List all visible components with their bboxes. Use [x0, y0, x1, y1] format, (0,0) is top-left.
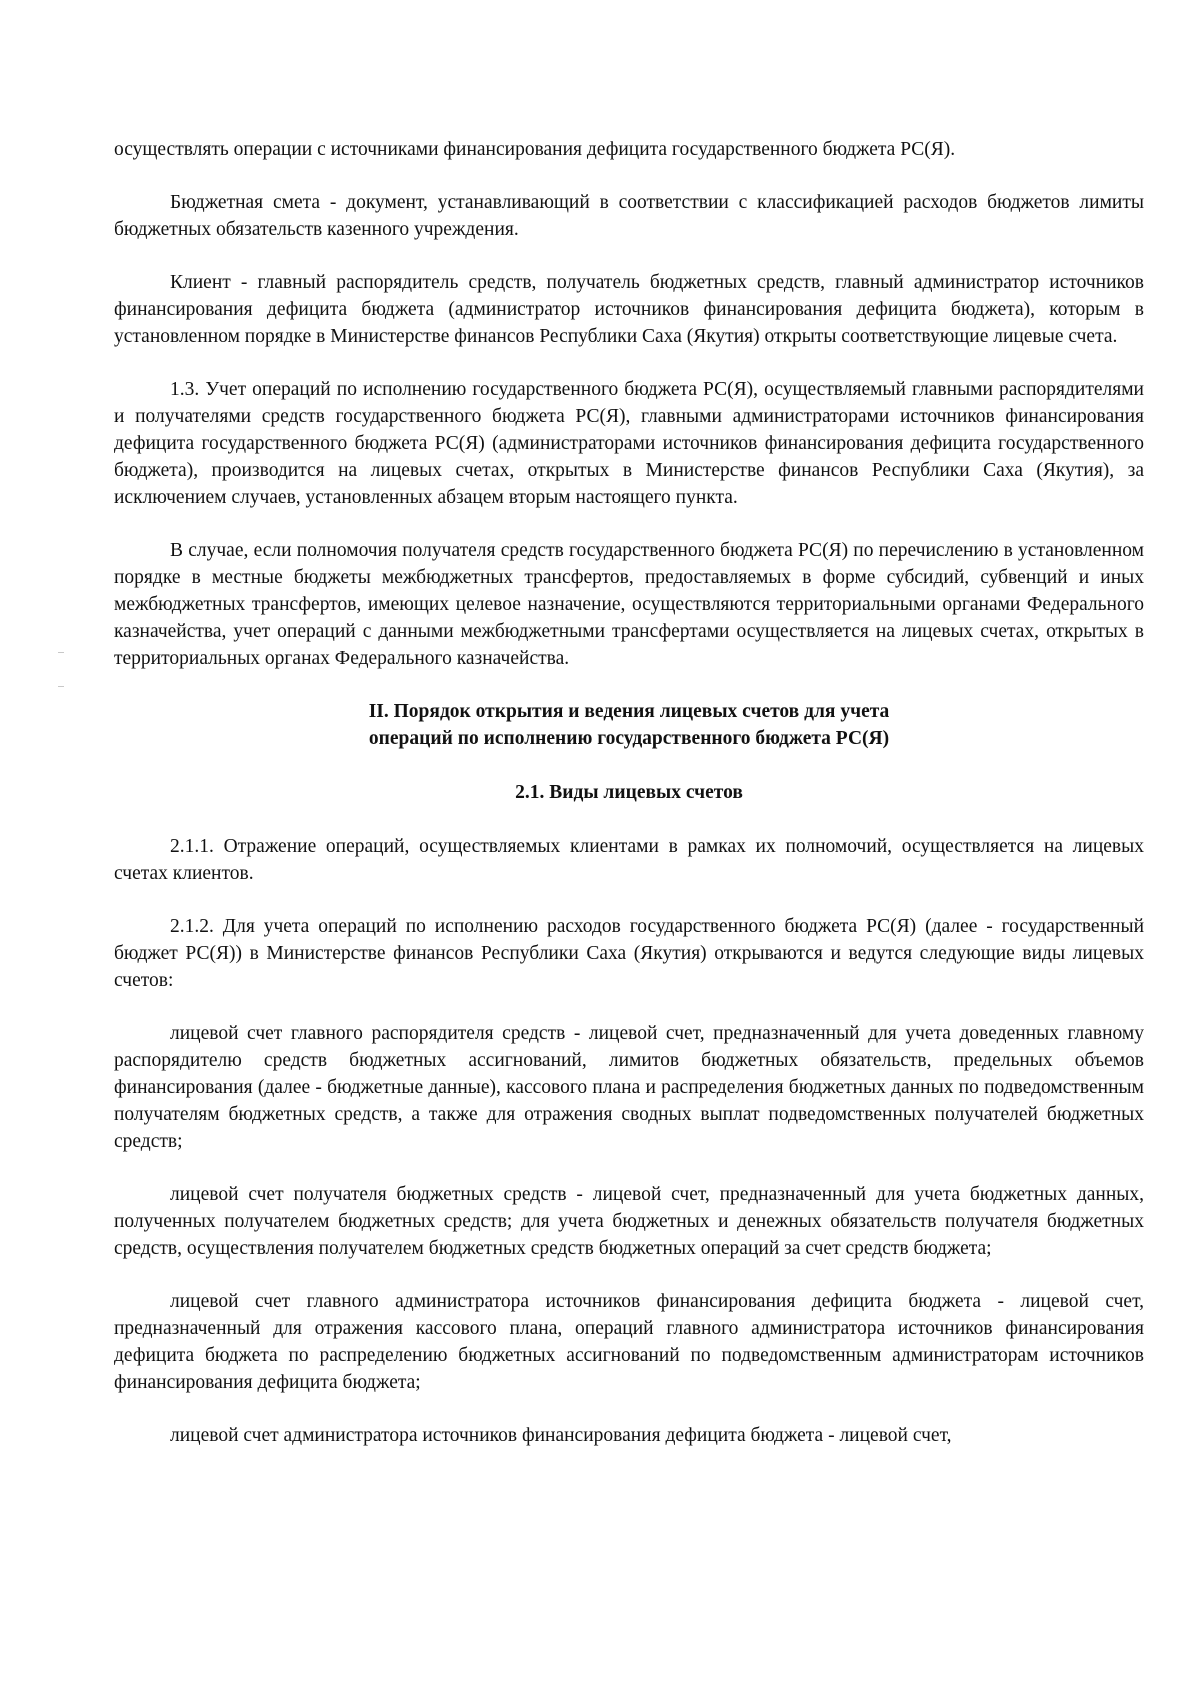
document-body: [114, 136, 1144, 1475]
paragraph-main-administrator-account: лицевой счет главного администратора источников финансирования дефицита бюджета - лицевой счет, предназначенный для отражения кассового плана, операций главного администратора источников финансирования дефицита бюджета по распределению бюджетных ассигнований по подведомственным администраторам источников финансирования дефицита бюджета;: [114, 1291, 1144, 1393]
paragraph-continuation: осуществлять операции с источниками финансирования дефицита государственного бюджета РС(Я).: [114, 139, 956, 160]
paragraph-exception-case: В случае, если полномочия получателя средств государственного бюджета РС(Я) по перечислению в установленном порядке в местные бюджеты межбюджетных трансфертов, предоставляемых в форме субсидий, субвенций и иных межбюджетных трансфертов, имеющих целевое назначение, осуществляются территориальными органами Федерального казначейства, учет операций с данными межбюджетными трансфертами осуществляется на лицевых счетах, открытых в территориальных органах Федерального казначейства.: [114, 540, 1144, 669]
paragraph-administrator-account: лицевой счет администратора источников финансирования дефицита бюджета - лицевой счет,: [170, 1425, 952, 1446]
scan-mark: [58, 686, 64, 687]
section-title-line-2: операций по исполнению государственного бюджета РС(Я): [368, 728, 890, 749]
paragraph-2-1-2: 2.1.2. Для учета операций по исполнению расходов государственного бюджета РС(Я) (далее - государственный бюджет РС(Я)) в Министерстве финансов Республики Саха (Якутия) открываются и ведутся следующие виды лицевых счетов:: [114, 916, 1144, 991]
paragraph-2-1-1: 2.1.1. Отражение операций, осуществляемых клиентами в рамках их полномочий, осуществляется на лицевых счетах клиентов.: [114, 836, 1144, 884]
subsection-title: 2.1. Виды лицевых счетов: [515, 782, 743, 803]
paragraph-client-definition: Клиент - главный распорядитель средств, получатель бюджетных средств, главный администратор источников финансирования дефицита бюджета (администратор источников финансирования дефицита бюджета), которым в установленном порядке в Министерстве финансов Республики Саха (Якутия) открыты соответствующие лицевые счета.: [114, 272, 1144, 347]
paragraph-1-3: 1.3. Учет операций по исполнению государственного бюджета РС(Я), осуществляемый главными распорядителями и получателями средств государственного бюджета РС(Я), главными администраторами источников финансирования дефицита государственного бюджета РС(Я) (администраторами источников финансирования дефицита государственного бюджета), производится на лицевых счетах, открытых в Министерстве финансов Республики Саха (Якутия), за исключением случаев, установленных абзацем вторым настоящего пункта.: [114, 379, 1144, 508]
paragraph-main-manager-account: лицевой счет главного распорядителя средств - лицевой счет, предназначенный для учета доведенных главному распорядителю средств бюджетных ассигнований, лимитов бюджетных обязательств, предельных объемов финансирования (далее - бюджетные данные), кассового плана и распределения бюджетных данных по подведомственным получателям бюджетных средств, а также для отражения сводных выплат подведомственных получателей бюджетных средств;: [114, 1023, 1144, 1152]
scan-mark: [58, 652, 64, 653]
section-title: [114, 698, 1144, 752]
section-title-line-1: II. Порядок открытия и ведения лицевых счетов для учета: [368, 701, 890, 722]
paragraph-recipient-account: лицевой счет получателя бюджетных средств - лицевой счет, предназначенный для учета бюджетных данных, полученных получателем бюджетных средств; для учета бюджетных и денежных обязательств получателя бюджетных средств, осуществления получателем бюджетных средств бюджетных операций за счет средств бюджета;: [114, 1184, 1144, 1259]
paragraph-budget-estimate: Бюджетная смета - документ, устанавливающий в соответствии с классификацией расходов бюджетов лимиты бюджетных обязательств казенного учреждения.: [114, 192, 1144, 240]
